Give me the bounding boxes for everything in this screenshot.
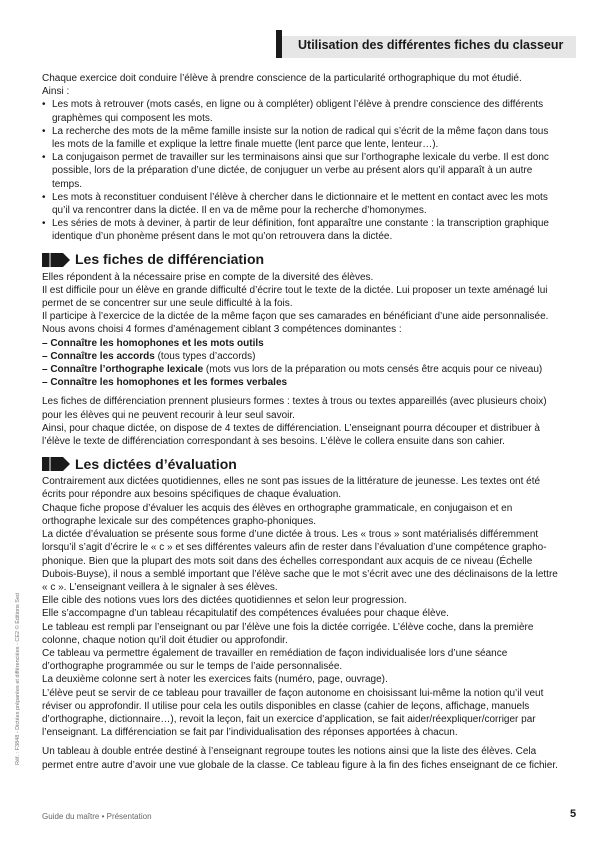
side-reference: Réf. : F3848 - Dictées préparées et différenciées - CE2 © Éditions Sed <box>15 592 21 765</box>
footer-label: Guide du maître • Présentation <box>42 812 152 821</box>
list-item: • La recherche des mots de la même famille insiste sur la notion de radical qui s’écrit de la même façon dans tous les mots de la famille et explique la lettre finale muette (lent parce que lente, lenteur…). <box>42 125 560 151</box>
main-content <box>42 72 560 772</box>
paragraph: Elle cible des notions vues lors des dictées quotidiennes et selon leur progression. <box>42 595 407 607</box>
competence-item: – Connaître les homophones et les mots outils <box>42 337 264 349</box>
paragraph: Ce tableau va permettre également de travailler en remédiation de façon individualisée lors d’une séance d’orthographe programmée ou sur le temps de l’aide personnalisée. <box>42 647 508 673</box>
competence-item: – Connaître l’orthographe lexicale (mots vus lors de la préparation ou mots censés être acquis pour ce niveau) <box>42 364 543 376</box>
section-title: Les dictées d’évaluation <box>75 455 237 472</box>
page-number: 5 <box>570 808 577 820</box>
intro-bullet-list <box>42 98 560 243</box>
header-tab-marker <box>276 30 282 58</box>
intro-ainsi: Ainsi : <box>42 86 70 98</box>
list-item: • Les séries de mots à deviner, à partir de leur définition, font apparaître une constante : la transcription graphique identique d’un phonème présent dans le mot qu’on retrouvera dans la dictée. <box>42 217 560 243</box>
paragraph: La deuxième colonne sert à noter les exercices faits (numéro, page, ouvrage). <box>42 674 388 686</box>
list-item: • Les mots à retrouver (mots casés, en ligne ou à compléter) obligent l’élève à prendre conscience des différents graphèmes qui composent les mots. <box>42 98 560 124</box>
paragraph: Le tableau est rempli par l’enseignant ou par l’élève une fois la dictée corrigée. L’élève coche, dans la première colonne, chaque notion qu’il doit étudier ou approfondir. <box>42 621 534 646</box>
section-title: Les fiches de différenciation <box>75 251 265 268</box>
paragraph: Ainsi, pour chaque dictée, on dispose de 4 textes de différenciation. L’enseignant pourra découper et distribuer à l’élève le texte de différenciation correspondant à ses besoins. L’élève le collera ensuite dans son cahier. <box>42 422 540 448</box>
competence-item: – Connaître les accords (tous types d’accords) <box>42 350 256 362</box>
section-heading-differenciation <box>42 252 560 268</box>
paragraph: Elle s’accompagne d’un tableau récapitulatif des compétences évaluées pour chaque élève. <box>42 608 449 620</box>
paragraph: Elles répondent à la nécessaire prise en compte de la diversité des élèves. <box>42 271 374 283</box>
paragraph: Il est difficile pour un élève en grande difficulté d’écrire tout le texte de la dictée. Lui proposer un texte aménagé lui permet de se concentrer sur une seule difficulté à la fois. <box>42 284 548 310</box>
paragraph: Nous avons choisi 4 formes d’aménagement ciblant 3 compétences dominantes : <box>42 324 402 336</box>
list-item: • Les mots à reconstituer conduisent l’élève à chercher dans le dictionnaire et le mettent en contact avec les mots qu’il va rencontrer dans la dictée. Il en va de même pour la recherche d’homonymes. <box>42 191 560 217</box>
page-title: Utilisation des différentes fiches du classeur <box>298 38 564 52</box>
paragraph: L’élève peut se servir de ce tableau pour travailler de façon autonome en choisissant lui-même la notion qu’il veut réviser ou approfondir. Il utilise pour cela les outils disponibles en classe (cahier de leçons, affichage, manuels d’orthographe, dictionnaire…), revoit la leçon, fait un exercice d’application, se fait aider/réexpliquer/corriger par l’enseignant. La différenciation se fait par l’individualisation des réponses apportées à chacun. <box>42 687 544 739</box>
paragraph: Chaque fiche propose d’évaluer les acquis des élèves en orthographe grammaticale, en conjugaison et en orthographe lexicale sur des compétences grapho-phoniques. <box>42 502 513 527</box>
intro-paragraph: Chaque exercice doit conduire l’élève à prendre conscience de la particularité orthographique du mot étudié. <box>42 73 522 84</box>
pencil-icon <box>42 252 70 268</box>
section-heading-evaluation <box>42 456 560 472</box>
paragraph: Les fiches de différenciation prennent plusieurs formes : textes à trous ou textes appareillés (avec plusieurs choix) pour les élèves qui ne peuvent recourir à leur seul savoir. <box>42 396 547 421</box>
paragraph: Contrairement aux dictées quotidiennes, elles ne sont pas issues de la littérature de jeunesse. Les textes ont été écrits pour répondre aux besoins spécifiques de chaque évaluation. <box>42 476 541 501</box>
competence-item: – Connaître les homophones et les formes verbales <box>42 377 288 389</box>
paragraph: Un tableau à double entrée destiné à l’enseignant regroupe toutes les notions ainsi que la liste des élèves. Cela permet entre autre d’avoir une vue globale de la classe. Ce tableau figure à la fin des fiches enseignant de ce fichier. <box>42 746 558 771</box>
pencil-icon <box>42 456 70 472</box>
list-item: • La conjugaison permet de travailler sur les terminaisons ainsi que sur l’orthographe lexicale du verbe. Il est donc possible, lors de la préparation d’une dictée, de conjuguer un verbe au présent alors qu’il apparaît à un autre temps. <box>42 151 560 191</box>
paragraph: Il participe à l’exercice de la dictée de la même façon que ses camarades en bénéficiant d’une aide personnalisée. <box>42 311 549 323</box>
paragraph: La dictée d’évaluation se présente sous forme d’une dictée à trous. Les « trous » sont matérialisés différemment lorsqu’il s’agit d’écrire le « c » et ses différentes valeurs afin de rester dans l’évaluation d’une compétence grapho-phonique. Bien que la plupart des mots soit dans des échelles correspondant aux acquis de ce niveau (Échelle Dubois-Buyse), il nous a semblé important que l’élève sache que le mot s’écrit avec une des déclinaisons de la lettre « c ». L’enseignant veillera à le signaler à ses élèves. <box>42 529 558 593</box>
